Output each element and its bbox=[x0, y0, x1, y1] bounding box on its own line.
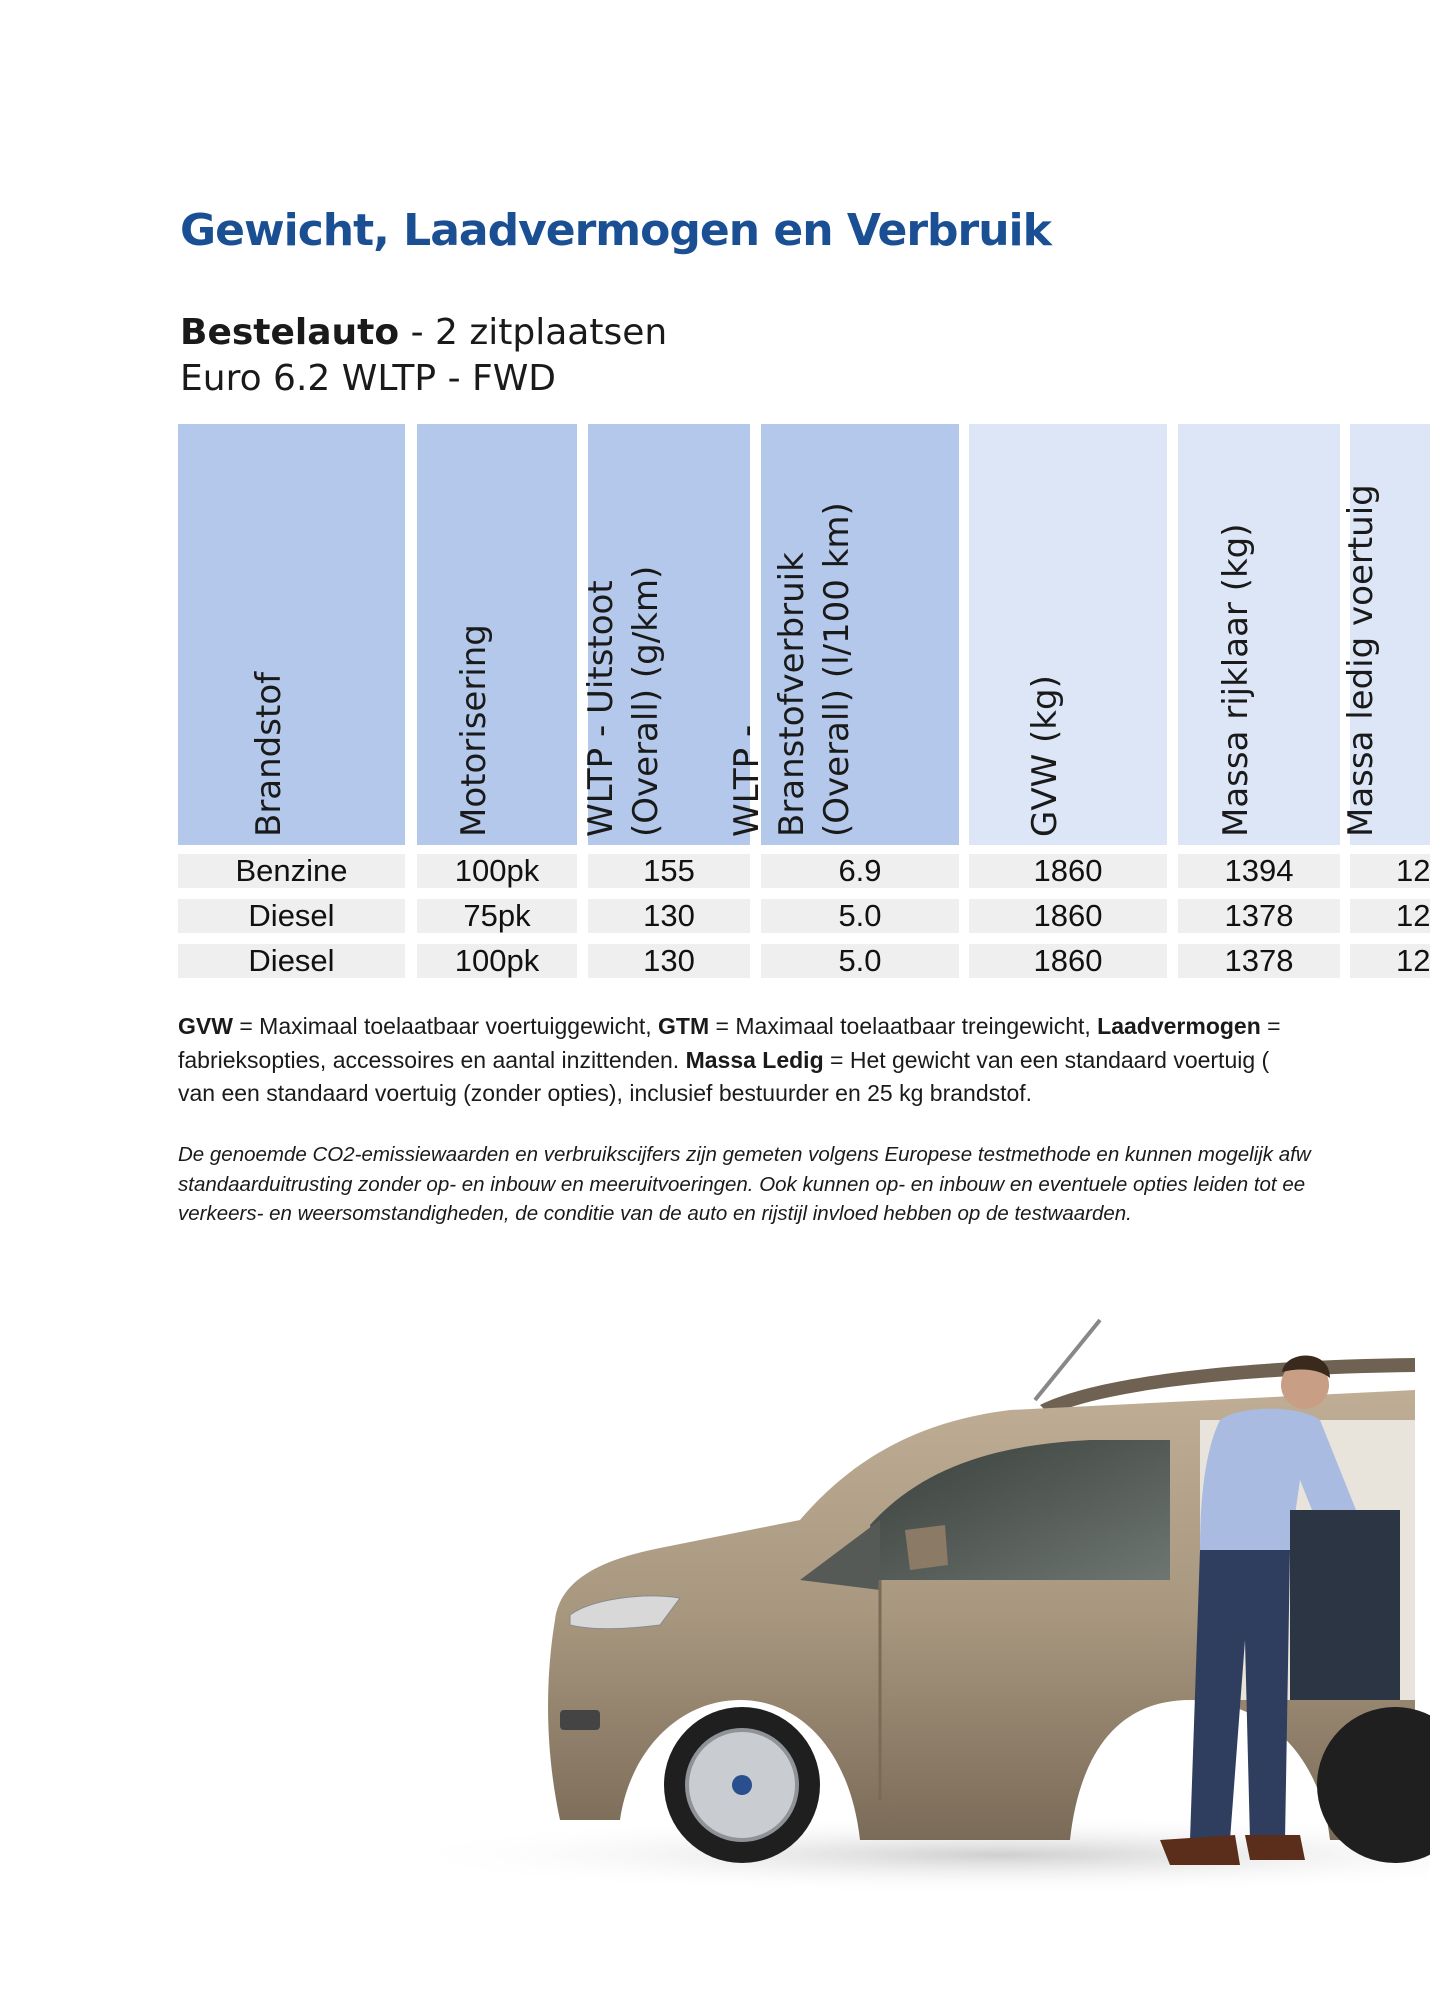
term-laadvermogen: Laadvermogen bbox=[1097, 1013, 1261, 1039]
man-shoe-left bbox=[1160, 1835, 1240, 1865]
header-massa-ledig-label: Massa ledig voertuig bbox=[1341, 484, 1381, 837]
def-gtm: = Maximaal toelaatbaar treingewicht, bbox=[709, 1013, 1098, 1039]
cell-r1-brandstof: Benzine bbox=[178, 854, 405, 888]
cargo-crate bbox=[1290, 1510, 1400, 1700]
cell-r2-gvw: 1860 bbox=[969, 899, 1167, 933]
van-foglight bbox=[560, 1710, 600, 1730]
cell-r1-verbruik: 6.9 bbox=[761, 854, 959, 888]
def-laadvermogen: = bbox=[1260, 1013, 1281, 1039]
subtitle-seats: - 2 zitplaatsen bbox=[399, 312, 668, 353]
def-gvw: = Maximaal toelaatbaar voertuiggewicht, bbox=[232, 1013, 659, 1039]
disclaimer-text bbox=[178, 1140, 1418, 1229]
header-massa-rijklaar bbox=[1178, 424, 1340, 845]
cell-r3-rijklaar: 1378 bbox=[1178, 944, 1340, 978]
cell-r3-brandstof: Diesel bbox=[178, 944, 405, 978]
subtitle-line-2: Euro 6.2 WLTP - FWD bbox=[180, 358, 557, 399]
section-subtitle bbox=[180, 310, 667, 402]
header-brandstof-label: Brandstof bbox=[248, 671, 289, 837]
header-brandstof bbox=[178, 424, 405, 845]
disclaimer-line-2: standaarduitrusting zonder op- en inbouw en meeruitvoeringen. Ook kunnen op- en inbouw en eventuele opties leiden tot ee bbox=[178, 1172, 1306, 1196]
cell-r2-rijklaar: 1378 bbox=[1178, 899, 1340, 933]
header-massa-ledig bbox=[1341, 424, 1430, 845]
header-motorisering bbox=[417, 424, 577, 845]
disclaimer-line-1: De genoemde CO2-emissiewaarden en verbruikscijfers zijn gemeten volgens Europese testmethode en kunnen mogelijk afw bbox=[178, 1143, 1311, 1166]
subtitle-vehicle-type: Bestelauto bbox=[180, 312, 400, 353]
header-wltp-uitstoot-label: WLTP - Uitstoot (Overall) (g/km) bbox=[581, 565, 666, 837]
term-massa-ledig: Massa Ledig bbox=[685, 1046, 824, 1073]
cell-r2-ledig: 12 bbox=[1350, 899, 1430, 933]
header-massa-rijklaar-label: Massa rijklaar (kg) bbox=[1216, 523, 1256, 837]
van-with-man-loading-icon bbox=[0, 1280, 1415, 2000]
van-photo bbox=[0, 1280, 1415, 2000]
def-line2-start: fabrieksopties, accessoires en aantal inzittenden. bbox=[178, 1046, 686, 1073]
cell-r3-gvw: 1860 bbox=[969, 944, 1167, 978]
cell-r1-rijklaar: 1394 bbox=[1178, 854, 1340, 888]
cell-r3-motorisering: 100pk bbox=[417, 944, 577, 978]
term-gvw: GVW bbox=[178, 1013, 233, 1039]
cell-r2-uitstoot: 130 bbox=[588, 899, 750, 933]
cell-r3-uitstoot: 130 bbox=[588, 944, 750, 978]
page-title: Gewicht, Laadvermogen en Verbruik bbox=[180, 205, 1051, 256]
definitions-line-1 bbox=[178, 1010, 1418, 1044]
term-gtm: GTM bbox=[658, 1013, 710, 1039]
definitions-note bbox=[178, 1010, 1418, 1111]
disclaimer-line-3: verkeers- en weersomstandigheden, de conditie van de auto en rijstijl invloed hebben op de testwaarden. bbox=[178, 1202, 1132, 1225]
header-gvw-label: GVW (kg) bbox=[1025, 675, 1065, 837]
cell-r1-uitstoot: 155 bbox=[588, 854, 750, 888]
cell-r3-ledig: 12 bbox=[1350, 944, 1430, 978]
cell-r2-motorisering: 75pk bbox=[417, 899, 577, 933]
definitions-line-3: van een standaard voertuig (zonder opties), inclusief bestuurder en 25 kg brandstof. bbox=[178, 1080, 1033, 1106]
cell-r3-verbruik: 5.0 bbox=[761, 944, 959, 978]
subtitle-line-1 bbox=[180, 310, 667, 356]
cell-r1-motorisering: 100pk bbox=[417, 854, 577, 888]
van-hub-logo bbox=[732, 1775, 752, 1795]
header-wltp-verbruik-label: WLTP - Branstofverbruik (Overall) (l/100 km) bbox=[727, 502, 857, 837]
cell-r2-verbruik: 5.0 bbox=[761, 899, 959, 933]
header-motorisering-label: Motorisering bbox=[454, 624, 494, 837]
cell-r2-brandstof: Diesel bbox=[178, 899, 405, 933]
man-shoe-right bbox=[1245, 1835, 1305, 1860]
van-mirror bbox=[905, 1525, 948, 1570]
def-massa-ledig: = Het gewicht van een standaard voertuig ( bbox=[823, 1046, 1270, 1073]
header-wltp-verbruik bbox=[727, 424, 959, 845]
header-gvw bbox=[969, 424, 1167, 845]
cell-r1-ledig: 12 bbox=[1350, 854, 1430, 888]
man-jeans bbox=[1190, 1550, 1290, 1840]
cell-r1-gvw: 1860 bbox=[969, 854, 1167, 888]
definitions-line-2 bbox=[178, 1044, 1418, 1078]
